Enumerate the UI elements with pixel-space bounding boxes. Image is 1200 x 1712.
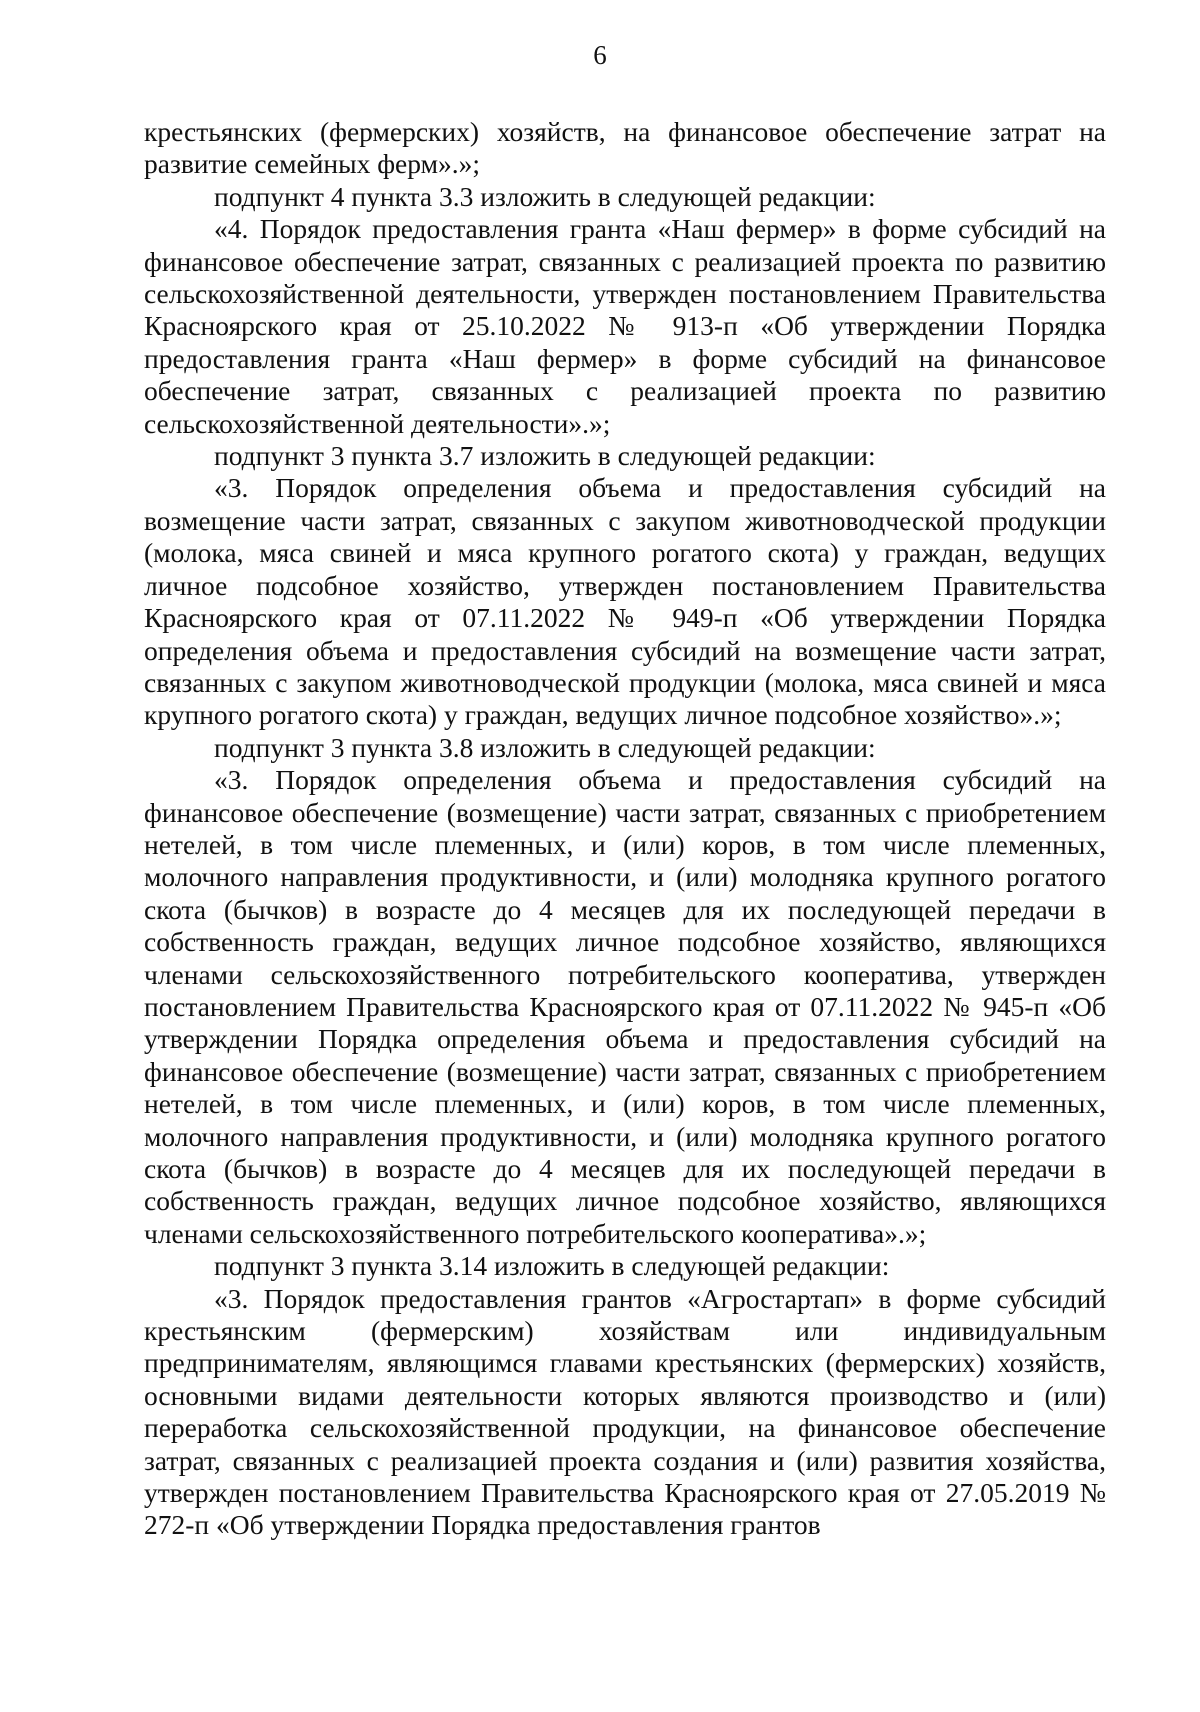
page-number: 6 — [593, 40, 607, 70]
paragraph-amendment-3-8: подпункт 3 пункта 3.8 изложить в следующей редакции: — [214, 731, 876, 763]
paragraph-livestock-purchase: «3. Порядок определения объема и предоставления субсидий на возмещение части затрат, связанных с закупом животноводческой продукции (молока, мяса свиней и мяса крупного рогатого скота) у граждан, ведущих личное подсобное хозяйство, утвержден постановлением Правительства Красноярского края от 07.11.2022 № 949-п «Об утверждении Порядка определения объема и предоставления субсидий на возмещение части затрат, связанных с закупом животноводческой продукции (молока, мяса свиней и мяса крупного рогатого скота) у граждан, ведущих личное подсобное хозяйство».»; — [144, 472, 1106, 731]
paragraph-heifers-cows: «3. Порядок определения объема и предоставления субсидий на финансовое обеспечение (возмещение) части затрат, связанных с приобретением нетелей, в том числе племенных, и (или) коров, в том числе племенных, молочного направления продуктивности, и (или) молодняка крупного рогатого скота (бычков) в возрасте до 4 месяцев для их последующей передачи в собственность граждан, ведущих личное подсобное хозяйство, являющихся членами сельскохозяйственного потребительского кооператива, утвержден постановлением Правительства Красноярского края от 07.11.2022 № 945-п «Об утверждении Порядка определения объема и предоставления субсидий на финансовое обеспечение (возмещение) части затрат, связанных с приобретением нетелей, в том числе племенных, и (или) коров, в том числе племенных, молочного направления продуктивности, и (или) молодняка крупного рогатого скота (бычков) в возрасте до 4 месяцев для их последующей передачи в собственность граждан, ведущих личное подсобное хозяйство, являющихся членами сельскохозяйственного потребительского кооператива».»; — [144, 764, 1106, 1249]
document-body — [144, 116, 1106, 1542]
paragraph-amendment-3-7: подпункт 3 пункта 3.7 изложить в следующей редакции: — [214, 440, 876, 472]
paragraph-amendment-3-14: подпункт 3 пункта 3.14 изложить в следующей редакции: — [214, 1250, 890, 1282]
paragraph-continuation: крестьянских (фермерских) хозяйств, на финансовое обеспечение затрат на развитие семейных ферм».»; — [144, 116, 1106, 180]
paragraph-agrostartup: «3. Порядок предоставления грантов «Агростартап» в форме субсидий крестьянским (фермерским) хозяйствам или индивидуальным предпринимателям, являющимся главами крестьянских (фермерских) хозяйств, основными видами деятельности которых являются производство и (или) переработка сельскохозяйственной продукции, на финансовое обеспечение затрат, связанных с реализацией проекта создания и (или) развития хозяйства, утвержден постановлением Правительства Красноярского края от 27.05.2019 № 272-п «Об утверждении Порядка предоставления грантов — [144, 1282, 1106, 1541]
paragraph-amendment-3-3: подпункт 4 пункта 3.3 изложить в следующей редакции: — [214, 180, 876, 212]
paragraph-nash-fermer: «4. Порядок предоставления гранта «Наш фермер» в форме субсидий на финансовое обеспечение затрат, связанных с реализацией проекта по развитию сельскохозяйственной деятельности, утвержден постановлением Правительства Красноярского края от 25.10.2022 № 913-п «Об утверждении Порядка предоставления гранта «Наш фермер» в форме субсидий на финансовое обеспечение затрат, связанных с реализацией проекта по развитию сельскохозяйственной деятельности».»; — [144, 213, 1106, 439]
